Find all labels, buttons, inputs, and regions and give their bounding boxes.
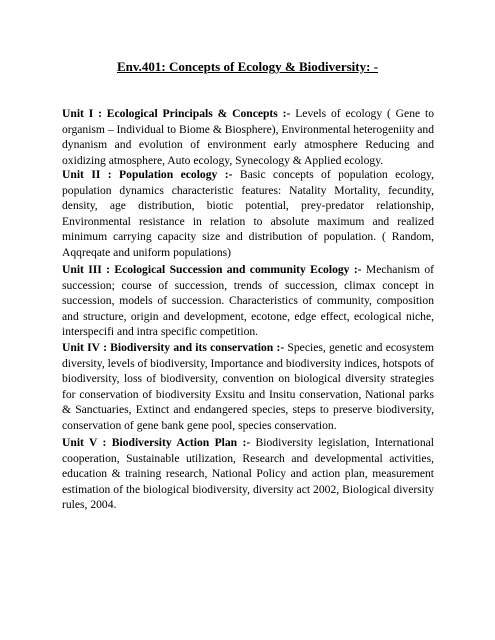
unit-1-paragraph: [62, 106, 434, 168]
unit-4-heading: Unit IV : Biodiversity and its conservation :-: [62, 341, 285, 354]
unit-2-heading: Unit II : Population ecology :-: [62, 168, 233, 181]
unit-3-paragraph: [62, 262, 434, 340]
unit-1-body: Levels of ecology ( Gene to organism – Individual to Biome & Biosphere), Environmental heterogeniity and dynanism and evolution of environment early atmosphere Reducing and oxidizing atmosphere, Auto ecology, Synecology & Applied ecology.: [62, 107, 435, 167]
unit-4-paragraph: [62, 340, 434, 434]
unit-1-heading: Unit I : Ecological Principals & Concepts :-: [62, 107, 291, 120]
unit-5-body: Biodiversity legislation, International cooperation, Sustainable utilization, Research and developmental activities, education & training research, National Policy and action plan, measurement estimation of the biological biodiversity, diversity act 2002, Biological diversity rules, 2004.: [62, 436, 435, 512]
document-title: Env.401: Concepts of Ecology & Biodiversity: -: [116, 59, 379, 74]
unit-3-heading: Unit III : Ecological Succession and community Ecology :-: [62, 263, 362, 276]
unit-2-paragraph: [62, 167, 434, 261]
unit-5-heading: Unit V : Biodiversity Action Plan :-: [62, 436, 251, 449]
unit-5-paragraph: [62, 435, 434, 513]
unit-2-body: Basic concepts of population ecology, population dynamics characteristic features: Natality Mortality, fecundity, density, age distribution, biotic potential, prey-predator relationship, Environmental resistance in relation to absolute maximum and realized minimum carrying capacity size and distribution of population. ( Random, Aqqreqate and uniform populations): [62, 168, 434, 259]
unit-4-body: Species, genetic and ecosystem diversity, levels of biodiversity, Importance and biodiversity indices, hotspots of biodiversity, loss of biodiversity, convention on biological diversity strategies for conservation of biodiversity Exsitu and Insitu conservation, National parks & Sanctuaries, Extinct and endangered species, steps to preserve biodiversity, conservation of gene bank gene pool, species conservation.: [62, 341, 435, 432]
unit-3-body: Mechanism of succession; course of succession, trends of succession, climax concept in succession, models of succession. Characteristics of community, composition and structure, origin and development, ecotone, edge effect, ecological niche, interspecifi and intra specific competition.: [62, 263, 434, 339]
